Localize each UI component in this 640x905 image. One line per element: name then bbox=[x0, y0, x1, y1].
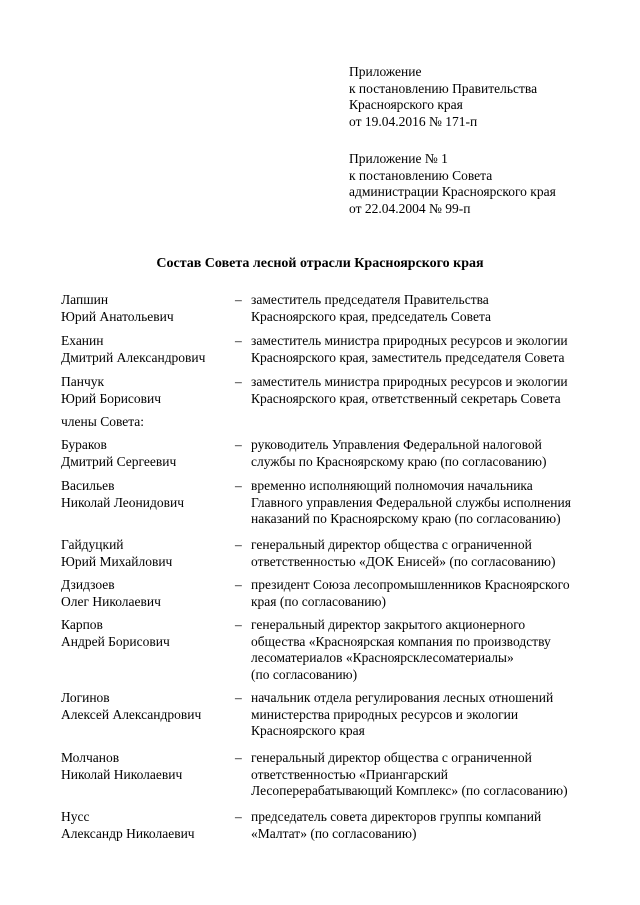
role-line: ответственностью «ДОК Енисей» (по согласованию) bbox=[251, 553, 556, 569]
member-name bbox=[61, 292, 236, 325]
member-given-name: Юрий Михайлович bbox=[61, 553, 173, 569]
role-line: заместитель председателя Правительства bbox=[251, 292, 489, 307]
member-name bbox=[61, 374, 236, 407]
member-name bbox=[61, 437, 236, 470]
role-line: временно исполняющий полномочия начальника bbox=[251, 478, 533, 493]
appendix-current-line: Красноярского края bbox=[349, 97, 463, 112]
document-title: Состав Совета лесной отрасли Красноярского края bbox=[156, 256, 484, 271]
member-given-name: Дмитрий Сергеевич bbox=[61, 453, 177, 469]
role-line: руководитель Управления Федеральной налоговой bbox=[251, 437, 542, 452]
member-name bbox=[61, 333, 236, 366]
member-role bbox=[251, 617, 631, 683]
member-name bbox=[61, 690, 236, 723]
members-section-label: члены Совета: bbox=[61, 414, 145, 429]
role-line: Красноярского края bbox=[251, 723, 365, 738]
member-surname: Бураков bbox=[61, 437, 107, 452]
member-role bbox=[251, 809, 631, 842]
member-role bbox=[251, 292, 631, 325]
member-name bbox=[61, 750, 236, 783]
dash-separator: – bbox=[235, 374, 242, 389]
appendix-original-block bbox=[349, 151, 634, 217]
role-line: Красноярского края, председатель Совета bbox=[251, 308, 492, 324]
role-line: ответственностью «Приангарский bbox=[251, 766, 449, 782]
role-line: Красноярского края, заместитель председателя Совета bbox=[251, 349, 565, 365]
member-name bbox=[61, 809, 236, 842]
member-role bbox=[251, 437, 631, 470]
member-role bbox=[251, 537, 631, 570]
role-line: заместитель министра природных ресурсов и экологии bbox=[251, 374, 568, 389]
member-role bbox=[251, 374, 631, 407]
role-line: края (по согласованию) bbox=[251, 593, 387, 609]
member-surname: Васильев bbox=[61, 478, 115, 493]
role-line: общества «Красноярская компания по производству bbox=[251, 633, 551, 649]
member-role bbox=[251, 750, 631, 800]
dash-separator: – bbox=[235, 750, 242, 765]
appendix-original-line: администрации Красноярского края bbox=[349, 184, 556, 199]
member-given-name: Андрей Борисович bbox=[61, 633, 170, 649]
dash-separator: – bbox=[235, 577, 242, 592]
appendix-original-line: к постановлению Совета bbox=[349, 167, 493, 183]
appendix-original-line: от 22.04.2004 № 99-п bbox=[349, 200, 471, 216]
member-name bbox=[61, 537, 236, 570]
role-line: Главного управления Федеральной службы исполнения bbox=[251, 494, 571, 510]
member-surname: Молчанов bbox=[61, 750, 120, 765]
member-surname: Логинов bbox=[61, 690, 110, 705]
member-given-name: Алексей Александрович bbox=[61, 706, 202, 722]
member-name bbox=[61, 478, 236, 511]
appendix-current-line: к постановлению Правительства bbox=[349, 80, 538, 96]
member-surname: Карпов bbox=[61, 617, 103, 632]
member-given-name: Александр Николаевич bbox=[61, 825, 195, 841]
member-given-name: Юрий Борисович bbox=[61, 390, 162, 406]
member-role bbox=[251, 577, 631, 610]
member-name bbox=[61, 617, 236, 650]
dash-separator: – bbox=[235, 333, 242, 348]
role-line: (по согласованию) bbox=[251, 666, 358, 682]
dash-separator: – bbox=[235, 617, 242, 632]
dash-separator: – bbox=[235, 809, 242, 824]
role-line: службы по Красноярскому краю (по согласованию) bbox=[251, 453, 547, 469]
dash-separator: – bbox=[235, 690, 242, 705]
role-line: генеральный директор общества с ограниченной bbox=[251, 537, 532, 552]
role-line: генеральный директор закрытого акционерного bbox=[251, 617, 526, 632]
member-surname: Лапшин bbox=[61, 292, 109, 307]
member-role bbox=[251, 333, 631, 366]
member-role bbox=[251, 478, 631, 528]
member-given-name: Николай Леонидович bbox=[61, 494, 185, 510]
role-line: Красноярского края, ответственный секретарь Совета bbox=[251, 390, 561, 406]
role-line: президент Союза лесопромышленников Красноярского bbox=[251, 577, 570, 592]
member-surname: Панчук bbox=[61, 374, 105, 389]
appendix-current-line: от 19.04.2016 № 171-п bbox=[349, 113, 478, 129]
member-name bbox=[61, 577, 236, 610]
member-given-name: Николай Николаевич bbox=[61, 766, 183, 782]
dash-separator: – bbox=[235, 537, 242, 552]
member-surname: Еханин bbox=[61, 333, 104, 348]
member-given-name: Олег Николаевич bbox=[61, 593, 161, 609]
role-line: наказаний по Красноярскому краю (по согласованию) bbox=[251, 511, 561, 526]
dash-separator: – bbox=[235, 437, 242, 452]
role-line: заместитель министра природных ресурсов и экологии bbox=[251, 333, 568, 348]
role-line: министерства природных ресурсов и экологии bbox=[251, 706, 519, 722]
appendix-current-block bbox=[349, 64, 634, 130]
member-surname: Нусс bbox=[61, 809, 90, 824]
member-given-name: Юрий Анатольевич bbox=[61, 308, 174, 324]
member-given-name: Дмитрий Александрович bbox=[61, 349, 206, 365]
role-line: Лесоперерабатывающий Комплекс» (по согласованию) bbox=[251, 783, 568, 798]
member-surname: Гайдуцкий bbox=[61, 537, 124, 552]
dash-separator: – bbox=[235, 478, 242, 493]
appendix-original-line: Приложение № 1 bbox=[349, 151, 448, 166]
dash-separator: – bbox=[235, 292, 242, 307]
member-surname: Дзидзоев bbox=[61, 577, 115, 592]
appendix-current-line: Приложение bbox=[349, 64, 422, 79]
role-line: «Малтат» (по согласованию) bbox=[251, 825, 417, 841]
role-line: начальник отдела регулирования лесных отношений bbox=[251, 690, 554, 705]
role-line: председатель совета директоров группы компаний bbox=[251, 809, 542, 824]
role-line: генеральный директор общества с ограниченной bbox=[251, 750, 532, 765]
role-line: лесоматериалов «Красноярсклесоматериалы» bbox=[251, 650, 514, 665]
member-role bbox=[251, 690, 631, 740]
